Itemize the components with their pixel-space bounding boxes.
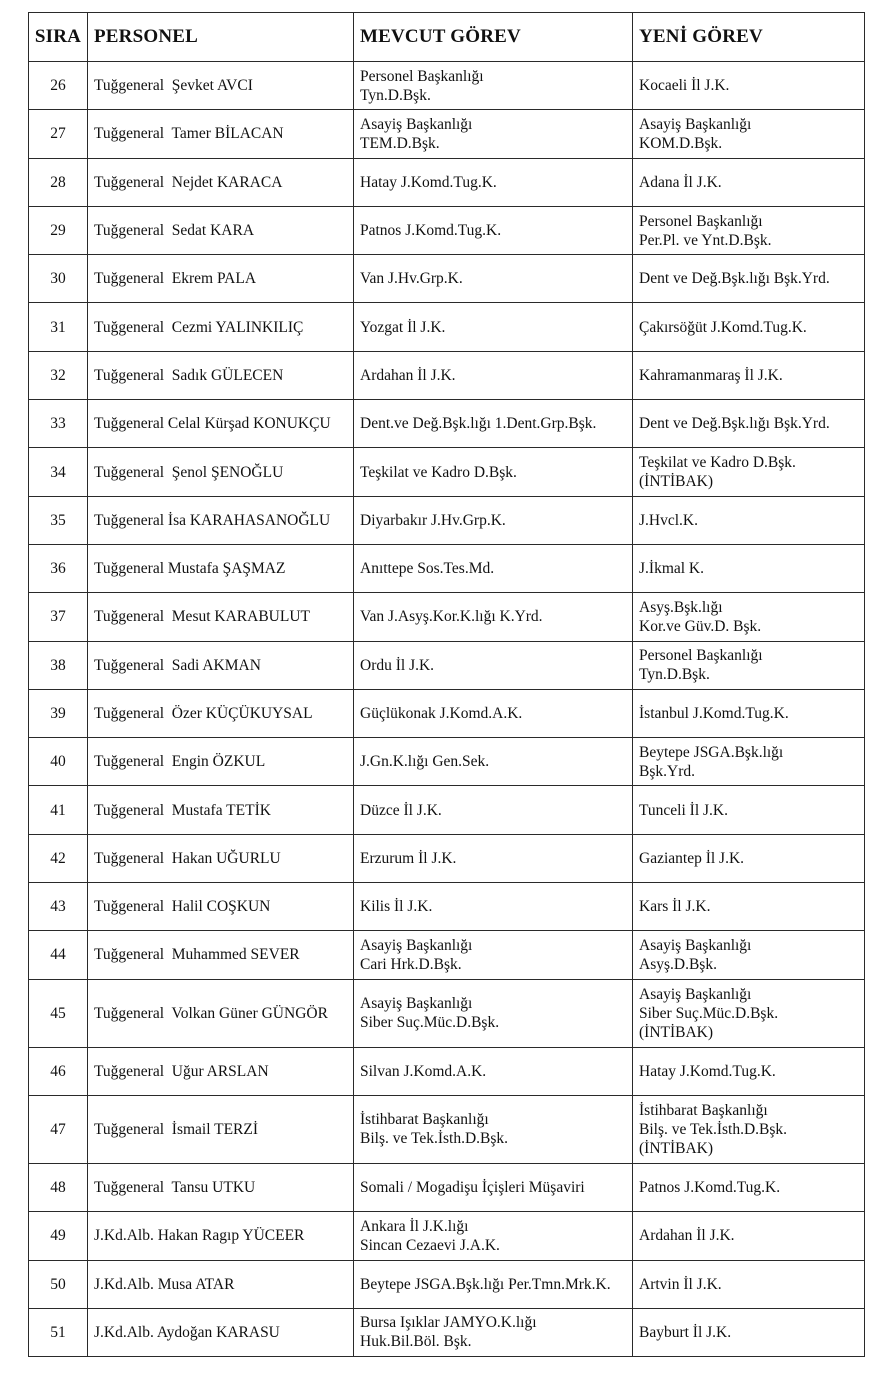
table-row <box>29 738 865 786</box>
yeni-gorev-line: (İNTİBAK) <box>639 1139 714 1157</box>
personel-cell <box>88 834 354 882</box>
yeni-gorev-line: Asayiş Başkanlığı <box>639 985 752 1003</box>
yeni-gorev-line: Bayburt İl J.K. <box>639 1323 732 1341</box>
personel-name: Tuğgeneral Uğur ARSLAN <box>94 1062 269 1080</box>
personel-name: Tuğgeneral Mustafa TETİK <box>94 801 271 819</box>
yeni-gorev-line: Dent ve Değ.Bşk.lığı Bşk.Yrd. <box>639 270 830 288</box>
yeni-gorev-line: Asyş.Bşk.lığı <box>639 598 723 616</box>
mevcut-gorev-line: Van J.Asyş.Kor.K.lığı K.Yrd. <box>360 608 543 626</box>
personel-name: Tuğgeneral Sedat KARA <box>94 222 255 240</box>
personel-cell <box>88 400 354 448</box>
yeni-gorev-cell <box>633 1308 865 1356</box>
table-row <box>29 593 865 641</box>
personel-cell <box>88 1308 354 1356</box>
personel-name: Tuğgeneral Nejdet KARACA <box>94 173 283 191</box>
personel-name: Tuğgeneral Muhammed SEVER <box>94 946 300 964</box>
yeni-gorev-line: Asayiş Başkanlığı <box>639 936 752 954</box>
mevcut-gorev-cell <box>354 738 633 786</box>
mevcut-gorev-line: Asayiş Başkanlığı <box>360 995 473 1013</box>
mevcut-gorev-line: Tyn.D.Bşk. <box>360 86 431 104</box>
yeni-gorev-cell <box>633 544 865 592</box>
personel-name: Tuğgeneral Sadi AKMAN <box>94 656 261 674</box>
sira-cell: 32 <box>29 351 88 399</box>
yeni-gorev-cell <box>633 979 865 1047</box>
yeni-gorev-line: Kor.ve Güv.D. Bşk. <box>639 617 762 635</box>
personel-cell <box>88 303 354 351</box>
personel-cell <box>88 1163 354 1211</box>
mevcut-gorev-line: Ordu İl J.K. <box>360 656 435 674</box>
personel-name: Tuğgeneral Mesut KARABULUT <box>94 608 310 626</box>
mevcut-gorev-line: Huk.Bil.Böl. Bşk. <box>360 1333 472 1351</box>
yeni-gorev-cell <box>633 496 865 544</box>
mevcut-gorev-cell <box>354 883 633 931</box>
table-row <box>29 62 865 110</box>
personel-cell <box>88 496 354 544</box>
mevcut-gorev-line: Cari Hrk.D.Bşk. <box>360 955 462 973</box>
personel-name: J.Kd.Alb. Musa ATAR <box>94 1275 235 1293</box>
mevcut-gorev-cell <box>354 1095 633 1163</box>
mevcut-gorev-line: J.Gn.K.lığı Gen.Sek. <box>360 753 490 771</box>
yeni-gorev-line: Gaziantep İl J.K. <box>639 849 745 867</box>
yeni-gorev-line: Çakırsöğüt J.Komd.Tug.K. <box>639 318 807 336</box>
yeni-gorev-line: Personel Başkanlığı <box>639 212 763 230</box>
sira-cell: 34 <box>29 448 88 496</box>
mevcut-gorev-cell <box>354 448 633 496</box>
mevcut-gorev-cell <box>354 641 633 689</box>
table-row <box>29 834 865 882</box>
yeni-gorev-line: (İNTİBAK) <box>639 1023 714 1041</box>
table-body <box>29 62 865 1357</box>
table-row <box>29 641 865 689</box>
table-row <box>29 158 865 206</box>
yeni-gorev-cell <box>633 1163 865 1211</box>
mevcut-gorev-line: İstihbarat Başkanlığı <box>360 1111 489 1129</box>
header-yeni-gorev: YENİ GÖREV <box>633 13 865 62</box>
mevcut-gorev-line: Ankara İl J.K.lığı <box>360 1217 469 1235</box>
personel-cell <box>88 110 354 158</box>
sira-cell: 27 <box>29 110 88 158</box>
yeni-gorev-line: Kars İl J.K. <box>639 898 711 916</box>
mevcut-gorev-cell <box>354 544 633 592</box>
mevcut-gorev-cell <box>354 496 633 544</box>
mevcut-gorev-cell <box>354 255 633 303</box>
mevcut-gorev-line: Güçlükonak J.Komd.A.K. <box>360 705 523 722</box>
personel-cell <box>88 1212 354 1260</box>
yeni-gorev-line: Ardahan İl J.K. <box>639 1227 735 1245</box>
sira-cell: 26 <box>29 62 88 110</box>
yeni-gorev-cell <box>633 351 865 399</box>
sira-cell: 48 <box>29 1163 88 1211</box>
personel-cell <box>88 1260 354 1308</box>
header-mevcut-gorev: MEVCUT GÖREV <box>354 13 633 62</box>
mevcut-gorev-cell <box>354 1308 633 1356</box>
sira-cell: 44 <box>29 931 88 979</box>
yeni-gorev-cell <box>633 689 865 737</box>
mevcut-gorev-line: Silvan J.Komd.A.K. <box>360 1062 487 1080</box>
mevcut-gorev-line: Ardahan İl J.K. <box>360 366 456 384</box>
yeni-gorev-cell <box>633 255 865 303</box>
yeni-gorev-line: Kahramanmaraş İl J.K. <box>639 366 783 384</box>
yeni-gorev-line: İstihbarat Başkanlığı <box>639 1101 768 1119</box>
mevcut-gorev-cell <box>354 303 633 351</box>
mevcut-gorev-line: Teşkilat ve Kadro D.Bşk. <box>360 463 517 481</box>
mevcut-gorev-cell <box>354 158 633 206</box>
sira-cell: 33 <box>29 400 88 448</box>
mevcut-gorev-line: Somali / Mogadişu İçişleri Müşaviri <box>360 1179 585 1197</box>
sira-cell: 31 <box>29 303 88 351</box>
personel-cell <box>88 689 354 737</box>
yeni-gorev-line: Asayiş Başkanlığı <box>639 115 752 133</box>
mevcut-gorev-line: Yozgat İl J.K. <box>360 318 446 336</box>
yeni-gorev-line: Siber Suç.Müc.D.Bşk. <box>639 1004 779 1022</box>
sira-cell: 43 <box>29 883 88 931</box>
yeni-gorev-cell <box>633 834 865 882</box>
table-row <box>29 1308 865 1356</box>
yeni-gorev-cell <box>633 1095 865 1163</box>
mevcut-gorev-line: Dent.ve Değ.Bşk.lığı 1.Dent.Grp.Bşk. <box>360 415 597 433</box>
mevcut-gorev-line: Bilş. ve Tek.İsth.D.Bşk. <box>360 1130 509 1148</box>
yeni-gorev-line: Teşkilat ve Kadro D.Bşk. <box>639 454 796 472</box>
yeni-gorev-cell <box>633 931 865 979</box>
mevcut-gorev-line: Düzce İl J.K. <box>360 801 442 819</box>
table-row <box>29 689 865 737</box>
table-row <box>29 303 865 351</box>
mevcut-gorev-line: Personel Başkanlığı <box>360 67 484 85</box>
personel-name: Tuğgeneral Şevket AVCI <box>94 77 253 95</box>
sira-cell: 39 <box>29 689 88 737</box>
yeni-gorev-cell <box>633 400 865 448</box>
personel-name: Tuğgeneral Şenol ŞENOĞLU <box>94 463 284 481</box>
personel-name: Tuğgeneral İsa KARAHASANOĞLU <box>94 511 331 529</box>
yeni-gorev-line: Adana İl J.K. <box>639 173 722 191</box>
personel-name: Tuğgeneral Celal Kürşad KONUKÇU <box>94 415 331 433</box>
mevcut-gorev-cell <box>354 1260 633 1308</box>
yeni-gorev-line: Asyş.D.Bşk. <box>639 955 717 973</box>
yeni-gorev-line: KOM.D.Bşk. <box>639 134 723 152</box>
sira-cell: 50 <box>29 1260 88 1308</box>
table-row <box>29 1095 865 1163</box>
table-row <box>29 496 865 544</box>
mevcut-gorev-cell <box>354 689 633 737</box>
yeni-gorev-cell <box>633 738 865 786</box>
mevcut-gorev-cell <box>354 786 633 834</box>
table-row <box>29 110 865 158</box>
table-row <box>29 883 865 931</box>
sira-cell: 47 <box>29 1095 88 1163</box>
yeni-gorev-line: Bşk.Yrd. <box>639 762 695 780</box>
mevcut-gorev-cell <box>354 979 633 1047</box>
sira-cell: 41 <box>29 786 88 834</box>
mevcut-gorev-line: Erzurum İl J.K. <box>360 849 457 867</box>
mevcut-gorev-cell <box>354 206 633 254</box>
table-row <box>29 1163 865 1211</box>
personel-name: Tuğgeneral Tamer BİLACAN <box>94 125 284 143</box>
mevcut-gorev-line: Kilis İl J.K. <box>360 898 433 916</box>
yeni-gorev-cell <box>633 593 865 641</box>
mevcut-gorev-line: Patnos J.Komd.Tug.K. <box>360 222 502 240</box>
sira-cell: 42 <box>29 834 88 882</box>
sira-cell: 49 <box>29 1212 88 1260</box>
yeni-gorev-line: Dent ve Değ.Bşk.lığı Bşk.Yrd. <box>639 415 830 433</box>
yeni-gorev-line: İstanbul J.Komd.Tug.K. <box>639 705 789 722</box>
table-row <box>29 1260 865 1308</box>
yeni-gorev-cell <box>633 303 865 351</box>
mevcut-gorev-cell <box>354 1212 633 1260</box>
yeni-gorev-line: Artvin İl J.K. <box>639 1275 722 1293</box>
personel-cell <box>88 158 354 206</box>
yeni-gorev-cell <box>633 1260 865 1308</box>
personel-cell <box>88 593 354 641</box>
personel-cell <box>88 738 354 786</box>
yeni-gorev-line: Per.Pl. ve Ynt.D.Bşk. <box>639 231 772 249</box>
yeni-gorev-line: Bilş. ve Tek.İsth.D.Bşk. <box>639 1120 788 1138</box>
table-row <box>29 786 865 834</box>
yeni-gorev-line: J.İkmal K. <box>639 560 705 578</box>
personel-name: Tuğgeneral Mustafa ŞAŞMAZ <box>94 560 286 578</box>
mevcut-gorev-cell <box>354 62 633 110</box>
sira-cell: 36 <box>29 544 88 592</box>
table-row <box>29 1212 865 1260</box>
personel-name: Tuğgeneral Hakan UĞURLU <box>94 849 281 867</box>
mevcut-gorev-line: Hatay J.Komd.Tug.K. <box>360 173 497 191</box>
personel-name: Tuğgeneral Cezmi YALINKILIÇ <box>94 318 304 336</box>
sira-cell: 45 <box>29 979 88 1047</box>
sira-cell: 51 <box>29 1308 88 1356</box>
personel-name: Tuğgeneral Ekrem PALA <box>94 270 257 288</box>
personel-cell <box>88 979 354 1047</box>
table-header-row <box>29 13 865 62</box>
personel-cell <box>88 206 354 254</box>
mevcut-gorev-cell <box>354 931 633 979</box>
mevcut-gorev-cell <box>354 593 633 641</box>
yeni-gorev-line: (İNTİBAK) <box>639 473 714 491</box>
personel-cell <box>88 641 354 689</box>
mevcut-gorev-line: Asayiş Başkanlığı <box>360 115 473 133</box>
mevcut-gorev-cell <box>354 400 633 448</box>
personel-name: Tuğgeneral Engin ÖZKUL <box>94 753 266 771</box>
table-row <box>29 1047 865 1095</box>
personel-name: Tuğgeneral Özer KÜÇÜKUYSAL <box>94 705 313 722</box>
personel-cell <box>88 448 354 496</box>
mevcut-gorev-line: Asayiş Başkanlığı <box>360 936 473 954</box>
yeni-gorev-line: Hatay J.Komd.Tug.K. <box>639 1062 776 1080</box>
mevcut-gorev-cell <box>354 1163 633 1211</box>
header-sira: SIRA <box>29 13 88 62</box>
yeni-gorev-cell <box>633 110 865 158</box>
yeni-gorev-line: Tyn.D.Bşk. <box>639 666 710 684</box>
personel-name: J.Kd.Alb. Aydoğan KARASU <box>94 1323 280 1341</box>
personel-name: Tuğgeneral Volkan Güner GÜNGÖR <box>94 1004 328 1022</box>
personel-cell <box>88 544 354 592</box>
yeni-gorev-line: J.Hvcl.K. <box>639 511 698 529</box>
yeni-gorev-cell <box>633 158 865 206</box>
personel-cell <box>88 255 354 303</box>
table-row <box>29 206 865 254</box>
personel-name: Tuğgeneral İsmail TERZİ <box>94 1120 259 1138</box>
yeni-gorev-line: Kocaeli İl J.K. <box>639 77 730 95</box>
mevcut-gorev-line: Siber Suç.Müc.D.Bşk. <box>360 1014 500 1032</box>
yeni-gorev-cell <box>633 448 865 496</box>
personnel-assignment-table <box>28 12 865 1357</box>
yeni-gorev-cell <box>633 206 865 254</box>
yeni-gorev-cell <box>633 786 865 834</box>
yeni-gorev-cell <box>633 1212 865 1260</box>
mevcut-gorev-line: Bursa Işıklar JAMYO.K.lığı <box>360 1314 537 1332</box>
table-row <box>29 351 865 399</box>
personel-cell <box>88 1047 354 1095</box>
sira-cell: 38 <box>29 641 88 689</box>
personel-name: Tuğgeneral Halil COŞKUN <box>94 898 271 916</box>
mevcut-gorev-cell <box>354 834 633 882</box>
mevcut-gorev-line: Anıttepe Sos.Tes.Md. <box>360 560 495 578</box>
yeni-gorev-line: Personel Başkanlığı <box>639 647 763 665</box>
mevcut-gorev-cell <box>354 1047 633 1095</box>
personel-cell <box>88 931 354 979</box>
document-page <box>28 12 864 1357</box>
yeni-gorev-line: Tunceli İl J.K. <box>639 801 728 819</box>
mevcut-gorev-line: Van J.Hv.Grp.K. <box>360 270 463 288</box>
yeni-gorev-cell <box>633 641 865 689</box>
table-row <box>29 255 865 303</box>
mevcut-gorev-cell <box>354 110 633 158</box>
personel-cell <box>88 786 354 834</box>
table-row <box>29 544 865 592</box>
personel-cell <box>88 883 354 931</box>
yeni-gorev-cell <box>633 1047 865 1095</box>
mevcut-gorev-line: Beytepe JSGA.Bşk.lığı Per.Tmn.Mrk.K. <box>360 1275 611 1293</box>
personel-cell <box>88 62 354 110</box>
mevcut-gorev-cell <box>354 351 633 399</box>
yeni-gorev-line: Beytepe JSGA.Bşk.lığı <box>639 743 784 761</box>
personel-cell <box>88 351 354 399</box>
personel-cell <box>88 1095 354 1163</box>
personel-name: Tuğgeneral Sadık GÜLECEN <box>94 366 284 384</box>
sira-cell: 30 <box>29 255 88 303</box>
yeni-gorev-cell <box>633 62 865 110</box>
sira-cell: 37 <box>29 593 88 641</box>
table-row <box>29 448 865 496</box>
header-personel: PERSONEL <box>88 13 354 62</box>
yeni-gorev-line: Patnos J.Komd.Tug.K. <box>639 1179 781 1197</box>
sira-cell: 28 <box>29 158 88 206</box>
personel-name: J.Kd.Alb. Hakan Ragıp YÜCEER <box>94 1227 305 1245</box>
yeni-gorev-cell <box>633 883 865 931</box>
table-row <box>29 979 865 1047</box>
mevcut-gorev-line: TEM.D.Bşk. <box>360 134 440 152</box>
sira-cell: 40 <box>29 738 88 786</box>
table-row <box>29 931 865 979</box>
sira-cell: 29 <box>29 206 88 254</box>
mevcut-gorev-line: Sincan Cezaevi J.A.K. <box>360 1236 500 1254</box>
personel-name: Tuğgeneral Tansu UTKU <box>94 1179 256 1197</box>
mevcut-gorev-line: Diyarbakır J.Hv.Grp.K. <box>360 511 506 529</box>
sira-cell: 35 <box>29 496 88 544</box>
sira-cell: 46 <box>29 1047 88 1095</box>
table-row <box>29 400 865 448</box>
